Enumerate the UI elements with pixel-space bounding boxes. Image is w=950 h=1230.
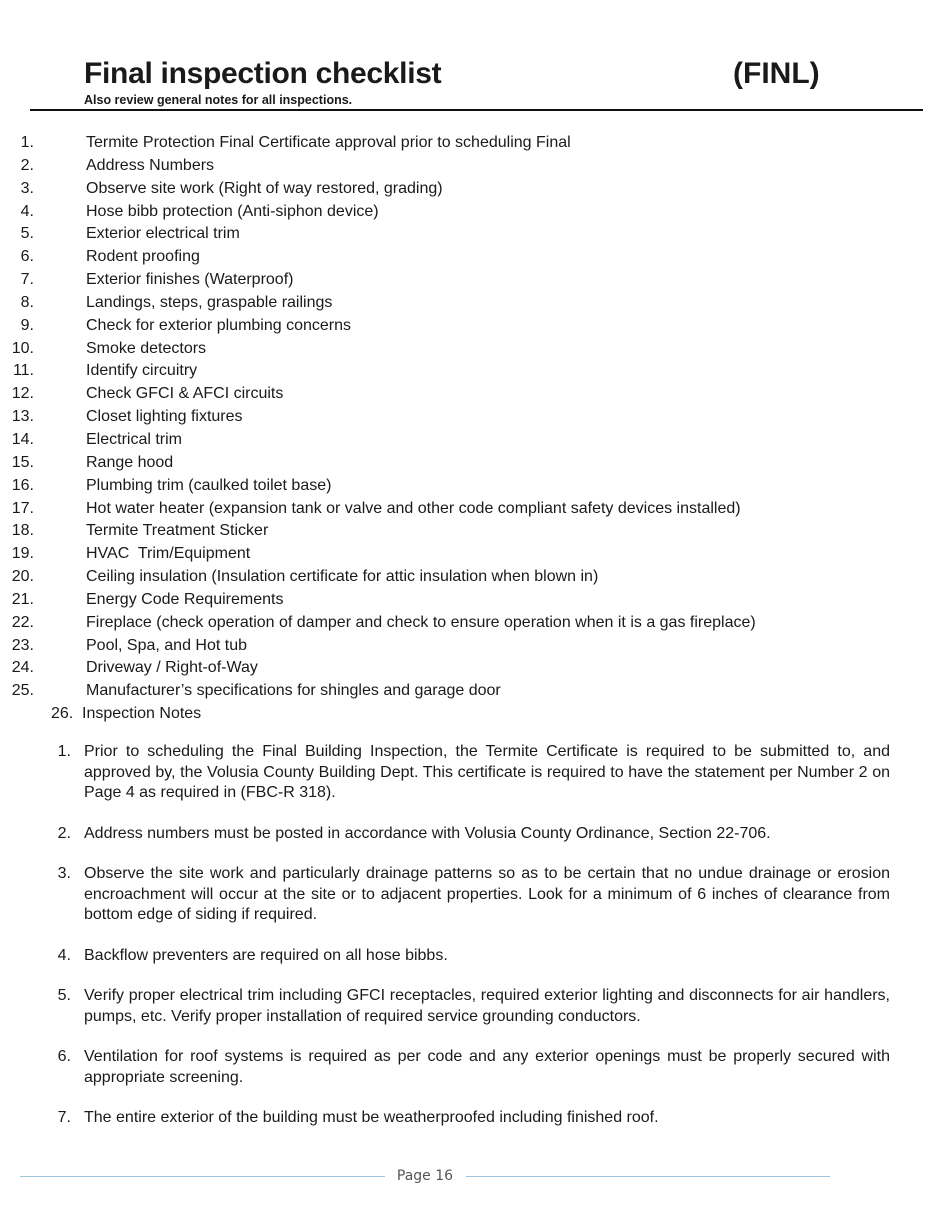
note-number: 7. bbox=[57, 1109, 71, 1126]
checklist-item bbox=[0, 406, 900, 429]
item-number: 21. bbox=[11, 590, 34, 608]
footer-rule-right bbox=[466, 1176, 830, 1177]
item-number: 11. bbox=[12, 362, 34, 380]
note-item bbox=[0, 742, 900, 804]
item-number: 22. bbox=[11, 613, 34, 631]
item-number: 19. bbox=[11, 545, 34, 563]
item-number: 20. bbox=[11, 568, 34, 586]
item-number: 14. bbox=[11, 430, 34, 448]
note-number: 3. bbox=[57, 865, 71, 882]
item-number: 10. bbox=[11, 339, 34, 357]
checklist-item bbox=[0, 612, 900, 635]
note-item bbox=[0, 986, 900, 1027]
item-number: 15. bbox=[11, 453, 34, 471]
checklist-item bbox=[0, 452, 900, 475]
item-number: 17. bbox=[11, 499, 34, 517]
checklist-item bbox=[0, 223, 900, 246]
item-text: Electrical trim bbox=[86, 430, 183, 448]
item-text: Fireplace (check operation of damper and check to ensure operation when it is a gas fireplace) bbox=[86, 613, 756, 631]
item-text: Closet lighting fixtures bbox=[86, 408, 243, 426]
item-number: 16. bbox=[11, 476, 34, 494]
item-text: Energy Code Requirements bbox=[86, 590, 284, 608]
note-number: 5. bbox=[57, 987, 71, 1004]
checklist-item bbox=[0, 475, 900, 498]
item-text: Termite Protection Final Certificate approval prior to scheduling Final bbox=[86, 134, 571, 151]
item-number: 5. bbox=[20, 225, 34, 243]
item-number: 8. bbox=[20, 293, 34, 311]
item-text: Plumbing trim (caulked toilet base) bbox=[86, 476, 332, 494]
item-text: Rodent proofing bbox=[86, 248, 200, 266]
item-number: 26. bbox=[51, 705, 74, 723]
checklist-item bbox=[0, 292, 900, 315]
checklist-item bbox=[0, 246, 900, 269]
checklist-item bbox=[0, 680, 900, 703]
checklist-item bbox=[0, 543, 900, 566]
note-text: Verify proper electrical trim including GFCI receptacles, required exterior lighting and disconnects for air handlers, pumps, etc. Verify proper installation of required service grounding conductors. bbox=[84, 987, 890, 1025]
checklist-item bbox=[0, 520, 900, 543]
item-number: 13. bbox=[11, 408, 34, 426]
item-text: Driveway / Right-of-Way bbox=[86, 659, 258, 677]
page-subtitle: Also review general notes for all inspections. bbox=[84, 93, 353, 107]
item-text: Address Numbers bbox=[86, 156, 215, 174]
note-item bbox=[0, 1047, 900, 1088]
checklist-item bbox=[0, 657, 900, 680]
checklist-item bbox=[0, 315, 900, 338]
item-text: Smoke detectors bbox=[86, 339, 207, 357]
checklist-item bbox=[0, 155, 900, 178]
item-text: Inspection Notes bbox=[82, 705, 202, 723]
page-number: Page 16 bbox=[396, 1168, 454, 1184]
item-number: 12. bbox=[11, 385, 34, 403]
checklist-item bbox=[0, 269, 900, 292]
item-number: 24. bbox=[11, 659, 34, 677]
note-item bbox=[0, 1108, 900, 1129]
note-text: Ventilation for roof systems is required as per code and any exterior openings must be properly secured with appropriate screening. bbox=[84, 1048, 890, 1086]
item-text: Exterior finishes (Waterproof) bbox=[86, 271, 294, 289]
item-text: HVAC Trim/Equipment bbox=[86, 545, 251, 563]
inspection-code: (FINL) bbox=[733, 57, 820, 90]
checklist-item bbox=[0, 383, 900, 406]
item-number: 6. bbox=[20, 248, 34, 266]
checklist-item bbox=[0, 178, 900, 201]
item-text: Range hood bbox=[86, 453, 174, 471]
note-item bbox=[0, 946, 900, 967]
item-number: 3. bbox=[20, 179, 34, 197]
item-text: Check GFCI & AFCI circuits bbox=[86, 385, 284, 403]
item-number: 1. bbox=[20, 134, 34, 151]
item-number: 2. bbox=[20, 156, 34, 174]
item-number: 7. bbox=[20, 271, 34, 289]
item-text: Landings, steps, graspable railings bbox=[86, 293, 333, 311]
item-text: Termite Treatment Sticker bbox=[86, 522, 269, 540]
checklist bbox=[0, 132, 900, 726]
item-number: 18. bbox=[11, 522, 34, 540]
item-text: Ceiling insulation (Insulation certificate for attic insulation when blown in) bbox=[86, 568, 599, 586]
item-text: Exterior electrical trim bbox=[86, 225, 240, 243]
checklist-item bbox=[0, 132, 900, 155]
checklist-item bbox=[0, 201, 900, 224]
checklist-item bbox=[0, 338, 900, 361]
note-number: 1. bbox=[57, 743, 71, 760]
item-number: 23. bbox=[11, 636, 34, 654]
checklist-item bbox=[0, 429, 900, 452]
item-number: 4. bbox=[20, 202, 34, 220]
note-text: Backflow preventers are required on all hose bibbs. bbox=[84, 946, 448, 964]
note-item bbox=[0, 824, 900, 845]
item-number: 25. bbox=[11, 682, 34, 700]
footer-rule-left bbox=[20, 1176, 385, 1177]
note-number: 4. bbox=[57, 946, 71, 964]
item-text: Hose bibb protection (Anti-siphon device) bbox=[86, 202, 379, 220]
note-text: Prior to scheduling the Final Building Inspection, the Termite Certificate is required to be submitted to, and approved by, the Volusia County Building Dept. This certificate is required to have the statement per Number 2 on Page 4 as required in (FBC-R 318). bbox=[84, 743, 890, 801]
notes-list bbox=[0, 742, 900, 1129]
item-text: Observe site work (Right of way restored, grading) bbox=[86, 179, 443, 197]
note-text: Observe the site work and particularly drainage patterns so as to be certain that no undue drainage or erosion encroachment will occur at the site or to adjacent properties. Look for a minimum of 6 inches of clearance from bottom edge of siding if required. bbox=[84, 865, 890, 923]
checklist-item bbox=[0, 635, 900, 658]
checklist-item bbox=[0, 498, 900, 521]
item-text: Identify circuitry bbox=[86, 362, 198, 380]
checklist-item bbox=[0, 703, 900, 726]
item-text: Manufacturer’s specifications for shingles and garage door bbox=[86, 682, 501, 700]
header-divider bbox=[30, 109, 923, 111]
item-text: Pool, Spa, and Hot tub bbox=[86, 636, 247, 654]
checklist-item bbox=[0, 360, 900, 383]
note-item bbox=[0, 864, 900, 926]
item-text: Hot water heater (expansion tank or valve and other code compliant safety devices installed) bbox=[86, 499, 741, 517]
checklist-item bbox=[0, 589, 900, 612]
note-number: 2. bbox=[57, 824, 71, 842]
checklist-item bbox=[0, 566, 900, 589]
note-text: Address numbers must be posted in accordance with Volusia County Ordinance, Section 22-706. bbox=[84, 824, 771, 842]
item-text: Check for exterior plumbing concerns bbox=[86, 316, 352, 334]
note-number: 6. bbox=[57, 1048, 71, 1065]
page-title: Final inspection checklist bbox=[84, 57, 442, 90]
note-text: The entire exterior of the building must be weatherproofed including finished roof. bbox=[84, 1109, 659, 1126]
item-number: 9. bbox=[20, 316, 34, 334]
